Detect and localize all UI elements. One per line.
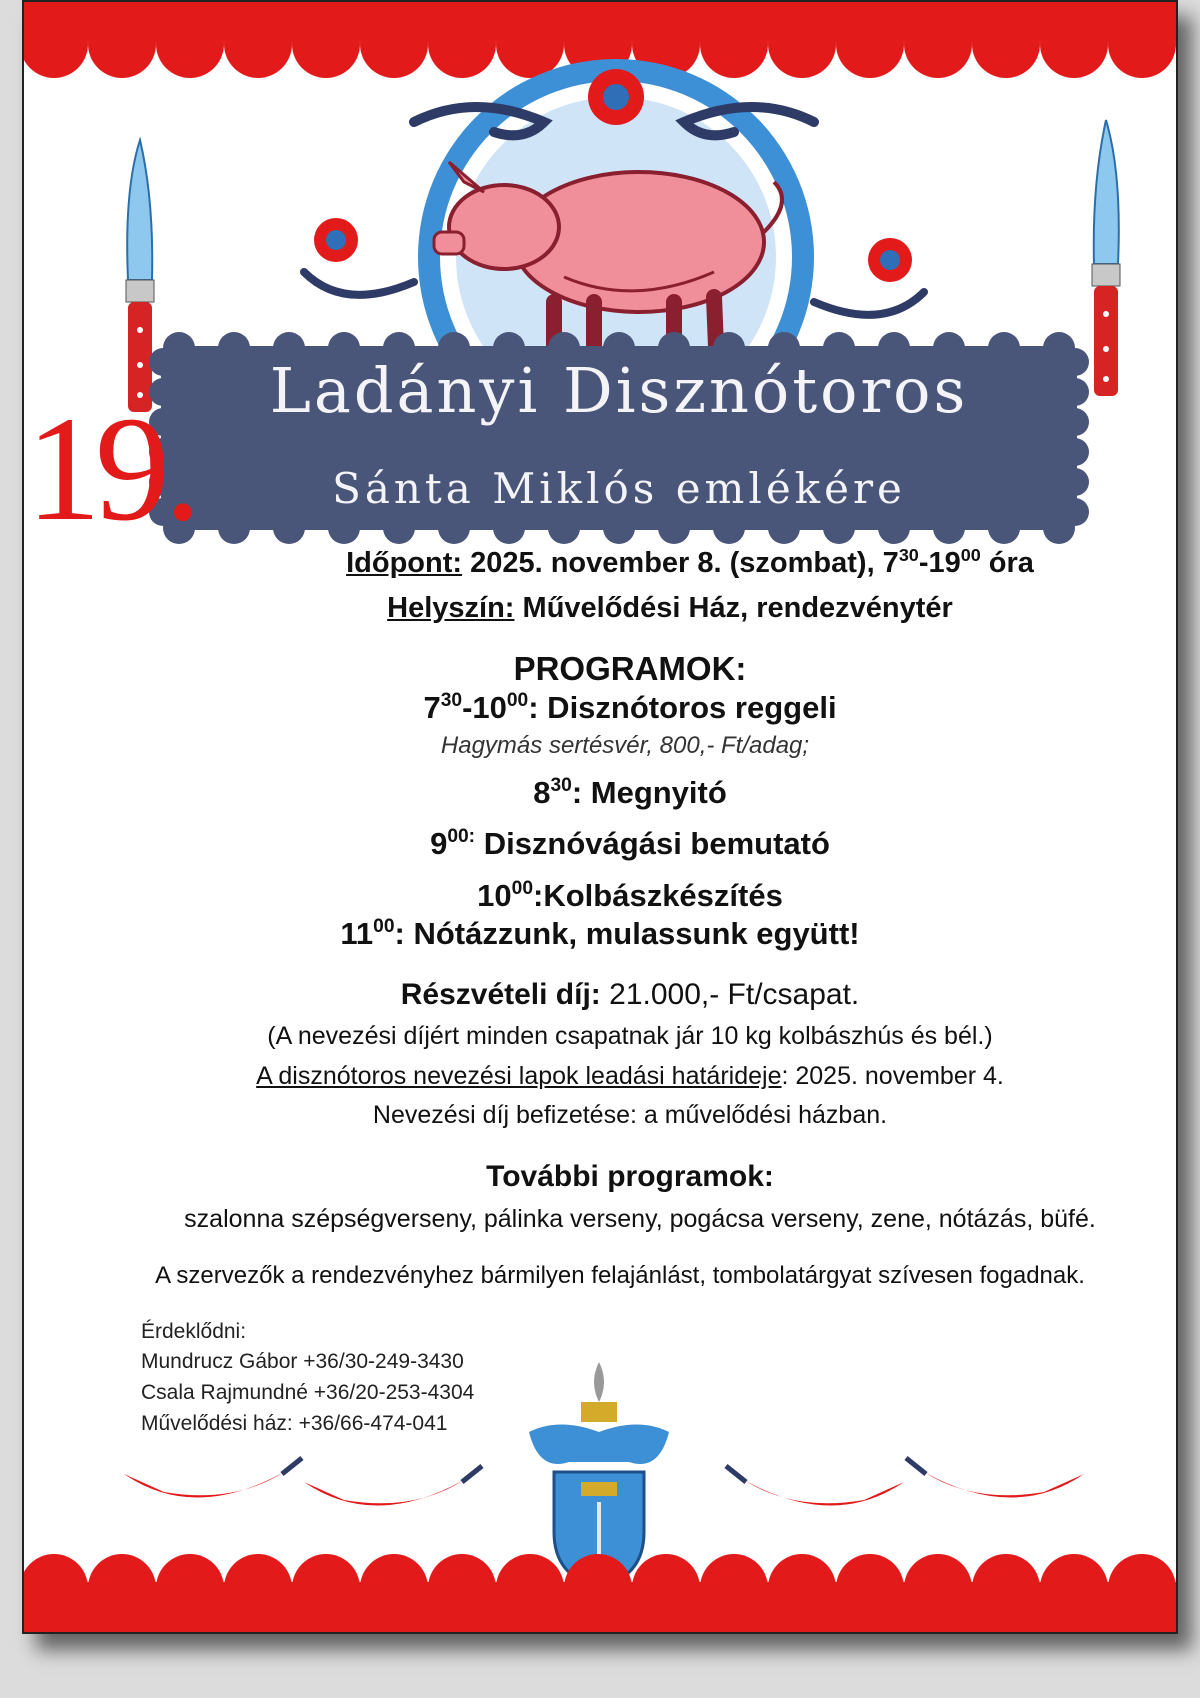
scallop-shape bbox=[632, 1554, 700, 1622]
breakfast-note: Hagymás sertésvér, 800,- Ft/adag; bbox=[440, 732, 810, 759]
scallop-shape bbox=[1108, 10, 1176, 78]
banner-scallop-shape bbox=[768, 512, 800, 544]
scallop-shape bbox=[564, 1554, 632, 1622]
banner-scallop-shape bbox=[713, 512, 745, 544]
venue-line bbox=[164, 592, 1176, 625]
venue-value: Művelődési Ház, rendezvénytér bbox=[522, 592, 953, 624]
flower-right-icon bbox=[804, 232, 954, 332]
scallop-shape bbox=[292, 1554, 360, 1622]
program-sausage: $10^{00}:Kolbászkészítés$ bbox=[477, 878, 783, 913]
banner-scallop-shape bbox=[438, 512, 470, 544]
venue-label: Helyszín: bbox=[387, 592, 515, 624]
banner-scallop-shape bbox=[658, 512, 690, 544]
program-singing: $11^{00}$: Nótázzunk, mulassunk együtt! bbox=[340, 916, 860, 951]
bottom-border bbox=[24, 1532, 1176, 1632]
flower-left-icon bbox=[274, 212, 424, 312]
scallop-shape bbox=[972, 1554, 1040, 1622]
program-butchery: $9^{00:}$ Disznóvágási bemutató bbox=[430, 826, 830, 861]
event-title: Ladányi Disznótoros bbox=[269, 354, 969, 427]
scallop-shape bbox=[88, 1554, 156, 1622]
more-heading: További programok: bbox=[486, 1160, 774, 1193]
scallop-shape bbox=[836, 1554, 904, 1622]
banner-scallop-shape bbox=[328, 512, 360, 544]
pepper-icon bbox=[906, 1458, 1084, 1498]
pig-emblem bbox=[354, 52, 874, 372]
banner-scallop-shape bbox=[1061, 438, 1089, 466]
scallop-shape bbox=[360, 1554, 428, 1622]
scallop-shape bbox=[768, 1554, 836, 1622]
fee-line: Részvételi díj: 21.000,- Ft/csapat. bbox=[400, 978, 860, 1011]
scallop-shape bbox=[156, 1554, 224, 1622]
banner-scallop-shape bbox=[548, 512, 580, 544]
scallop-shape bbox=[904, 1554, 972, 1622]
event-subtitle: Sánta Miklós emlékére bbox=[332, 464, 906, 513]
pepper-icon bbox=[304, 1466, 482, 1506]
deadline-line: A disznótoros nevezési lapok leadási határideje: 2025. november 4. bbox=[256, 1062, 1004, 1090]
contact-label: Érdeklődni: bbox=[141, 1320, 247, 1343]
program-breakfast: $7^{30}-10^{00}$: Disznótoros reggeli bbox=[423, 690, 837, 725]
programs-heading: PROGRAMOK: bbox=[513, 650, 747, 687]
banner-scallop-shape bbox=[273, 512, 305, 544]
scallop-shape bbox=[700, 1554, 768, 1622]
scallop-shape bbox=[224, 1554, 292, 1622]
contact-line: Mundrucz Gábor +36/30-249-3430 bbox=[141, 1350, 464, 1373]
date-line: Időpont: 2025. november 8. (szombat), $7^{30}-19^{00}$ óra bbox=[346, 544, 1034, 579]
contact-line: Csala Rajmundné +36/20-253-4304 bbox=[141, 1381, 475, 1404]
pepper-icon bbox=[726, 1466, 904, 1506]
banner-scallop-shape bbox=[383, 512, 415, 544]
scallop-shape bbox=[156, 10, 224, 78]
scallop-shape bbox=[224, 10, 292, 78]
banner-scallop-shape bbox=[823, 512, 855, 544]
fee-note: (A nevezési díjért minden csapatnak jár 10 kg kolbászhús és bél.) bbox=[267, 1022, 993, 1050]
scallop-shape bbox=[88, 10, 156, 78]
contact-line: Művelődési ház: +36/66-474-041 bbox=[141, 1412, 448, 1435]
scallop-shape bbox=[972, 10, 1040, 78]
banner-scallop-shape bbox=[933, 512, 965, 544]
scallop-shape bbox=[496, 1554, 564, 1622]
flower-icon bbox=[588, 69, 644, 125]
banner-scallop-shape bbox=[218, 512, 250, 544]
poster-sheet bbox=[22, 0, 1178, 1634]
date-label: Időpont: bbox=[346, 547, 463, 579]
scallop-shape bbox=[1040, 1554, 1108, 1622]
scallop-shape bbox=[904, 10, 972, 78]
program-opening: $8^{30}$: Megnyitó bbox=[533, 775, 727, 810]
scallop-shape bbox=[428, 1554, 496, 1622]
more-list: szalonna szépségverseny, pálinka verseny, pogácsa verseny, zene, nótázás, büfé. bbox=[184, 1205, 1096, 1233]
banner-scallop-shape bbox=[988, 512, 1020, 544]
scallop-shape bbox=[1108, 1554, 1176, 1622]
banner-scallop-shape bbox=[878, 512, 910, 544]
scallop-shape bbox=[292, 10, 360, 78]
pepper-icon bbox=[124, 1458, 302, 1498]
offer-line: A szervezők a rendezvényhez bármilyen felajánlást, tombolatárgyat szívesen fogadnak. bbox=[155, 1262, 1085, 1289]
payment-line: Nevezési díj befizetése: a művelődési házban. bbox=[372, 1101, 888, 1129]
edition-number: 19. bbox=[26, 386, 196, 552]
banner-scallop-shape bbox=[493, 512, 525, 544]
banner-scallop-shape bbox=[603, 512, 635, 544]
scallop-shape bbox=[1040, 10, 1108, 78]
